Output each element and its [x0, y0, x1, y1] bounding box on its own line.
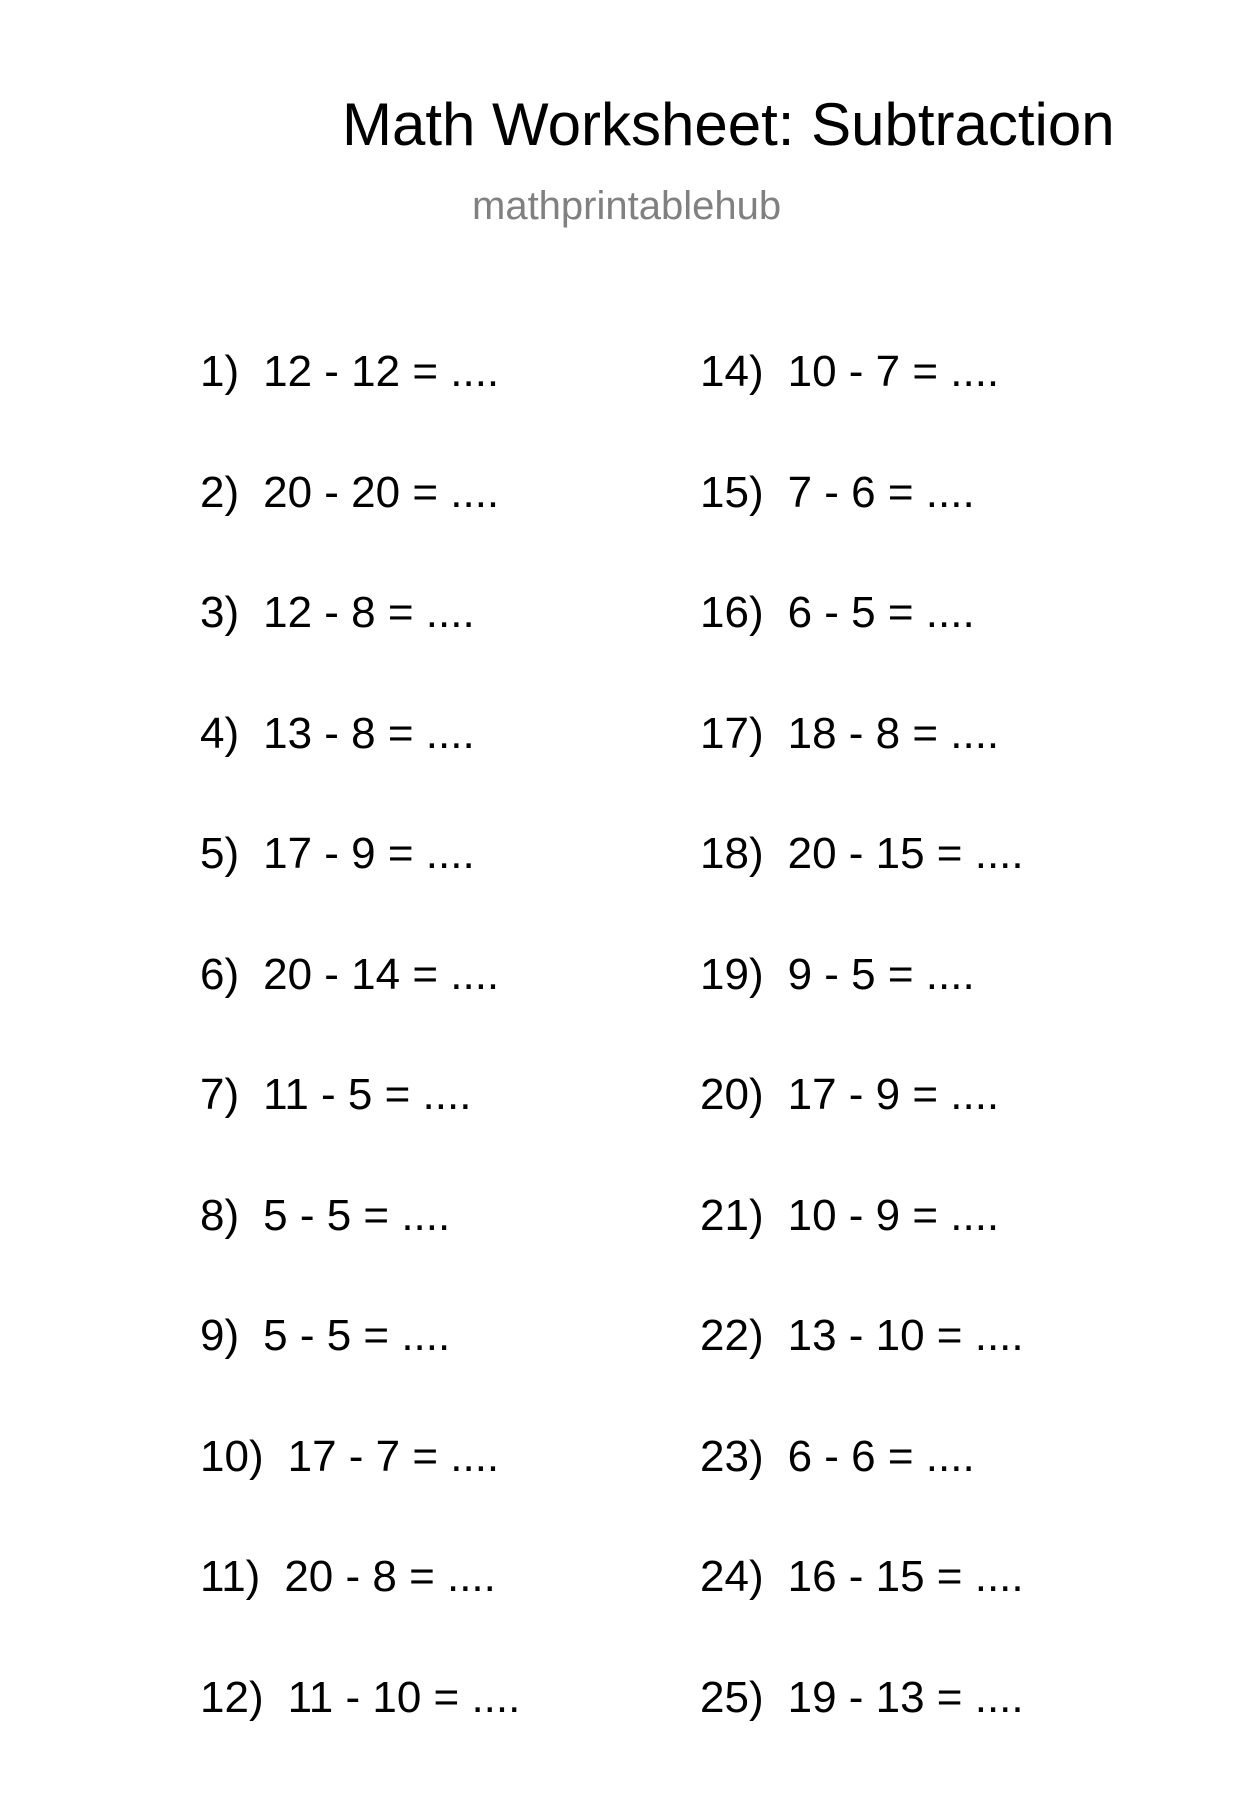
- problem-item: [200, 1435, 660, 1556]
- problem-item: [200, 1676, 660, 1796]
- site-name: mathprintablehub: [472, 186, 781, 226]
- problem-number: 3): [200, 591, 239, 635]
- problem-item: [700, 1073, 1160, 1194]
- problem-item: [700, 1555, 1160, 1676]
- problem-item: [700, 1194, 1160, 1315]
- problem-item: [700, 591, 1160, 712]
- problem-number: 10): [200, 1435, 264, 1479]
- problem-number: 8): [200, 1194, 239, 1238]
- problem-expression: 16 - 15 = ....: [788, 1555, 1024, 1599]
- problem-number: 4): [200, 712, 239, 756]
- problem-number: 9): [200, 1314, 239, 1358]
- problem-item: [200, 471, 660, 592]
- problem-item: [200, 591, 660, 712]
- problem-expression: 7 - 6 = ....: [788, 471, 975, 515]
- problem-number: 24): [700, 1555, 764, 1599]
- problem-expression: 6 - 5 = ....: [788, 591, 975, 635]
- problem-expression: 17 - 7 = ....: [288, 1435, 500, 1479]
- problem-expression: 12 - 8 = ....: [263, 591, 475, 635]
- problem-number: 22): [700, 1314, 764, 1358]
- problem-number: 15): [700, 471, 764, 515]
- problem-expression: 9 - 5 = ....: [788, 953, 975, 997]
- problem-expression: 18 - 8 = ....: [788, 712, 1000, 756]
- problem-expression: 10 - 9 = ....: [788, 1194, 1000, 1238]
- problem-expression: 20 - 20 = ....: [263, 471, 499, 515]
- problem-expression: 20 - 14 = ....: [263, 953, 499, 997]
- problem-item: [700, 1676, 1160, 1796]
- problem-number: 20): [700, 1073, 764, 1117]
- problem-number: 12): [200, 1676, 264, 1720]
- problem-number: 23): [700, 1435, 764, 1479]
- problem-item: [200, 1194, 660, 1315]
- problem-expression: 13 - 8 = ....: [263, 712, 475, 756]
- problem-item: [700, 712, 1160, 833]
- problem-expression: 6 - 6 = ....: [788, 1435, 975, 1479]
- problem-item: [700, 1435, 1160, 1556]
- problem-expression: 17 - 9 = ....: [263, 832, 475, 876]
- problem-item: [200, 350, 660, 471]
- problem-expression: 13 - 10 = ....: [788, 1314, 1024, 1358]
- problem-expression: 20 - 15 = ....: [788, 832, 1024, 876]
- problem-expression: 11 - 10 = ....: [288, 1676, 521, 1720]
- problems-column-left: [200, 350, 660, 1796]
- problem-item: [200, 1073, 660, 1194]
- problem-number: 16): [700, 591, 764, 635]
- problem-item: [700, 832, 1160, 953]
- problem-number: 5): [200, 832, 239, 876]
- problem-expression: 10 - 7 = ....: [788, 350, 1000, 394]
- problem-item: [700, 1314, 1160, 1435]
- problem-number: 7): [200, 1073, 239, 1117]
- problem-item: [200, 953, 660, 1074]
- problem-number: 25): [700, 1676, 764, 1720]
- problem-item: [700, 471, 1160, 592]
- problem-number: 18): [700, 832, 764, 876]
- problem-number: 19): [700, 953, 764, 997]
- problem-number: 6): [200, 953, 239, 997]
- problem-item: [200, 832, 660, 953]
- problem-item: [200, 1314, 660, 1435]
- problem-expression: 11 - 5 = ....: [263, 1073, 471, 1117]
- problem-number: 21): [700, 1194, 764, 1238]
- problem-expression: 20 - 8 = ....: [284, 1555, 496, 1599]
- problem-expression: 19 - 13 = ....: [788, 1676, 1024, 1720]
- problem-item: [200, 1555, 660, 1676]
- problem-expression: 5 - 5 = ....: [263, 1194, 450, 1238]
- problems-column-right: [700, 350, 1160, 1796]
- problem-item: [700, 953, 1160, 1074]
- problem-number: 1): [200, 350, 239, 394]
- problem-item: [200, 712, 660, 833]
- problem-expression: 17 - 9 = ....: [788, 1073, 1000, 1117]
- problem-number: 2): [200, 471, 239, 515]
- problem-number: 11): [200, 1555, 260, 1599]
- problem-expression: 12 - 12 = ....: [263, 350, 499, 394]
- problem-expression: 5 - 5 = ....: [263, 1314, 450, 1358]
- problem-number: 14): [700, 350, 764, 394]
- problem-item: [700, 350, 1160, 471]
- page-title: Math Worksheet: Subtraction: [342, 95, 1115, 155]
- problem-number: 17): [700, 712, 764, 756]
